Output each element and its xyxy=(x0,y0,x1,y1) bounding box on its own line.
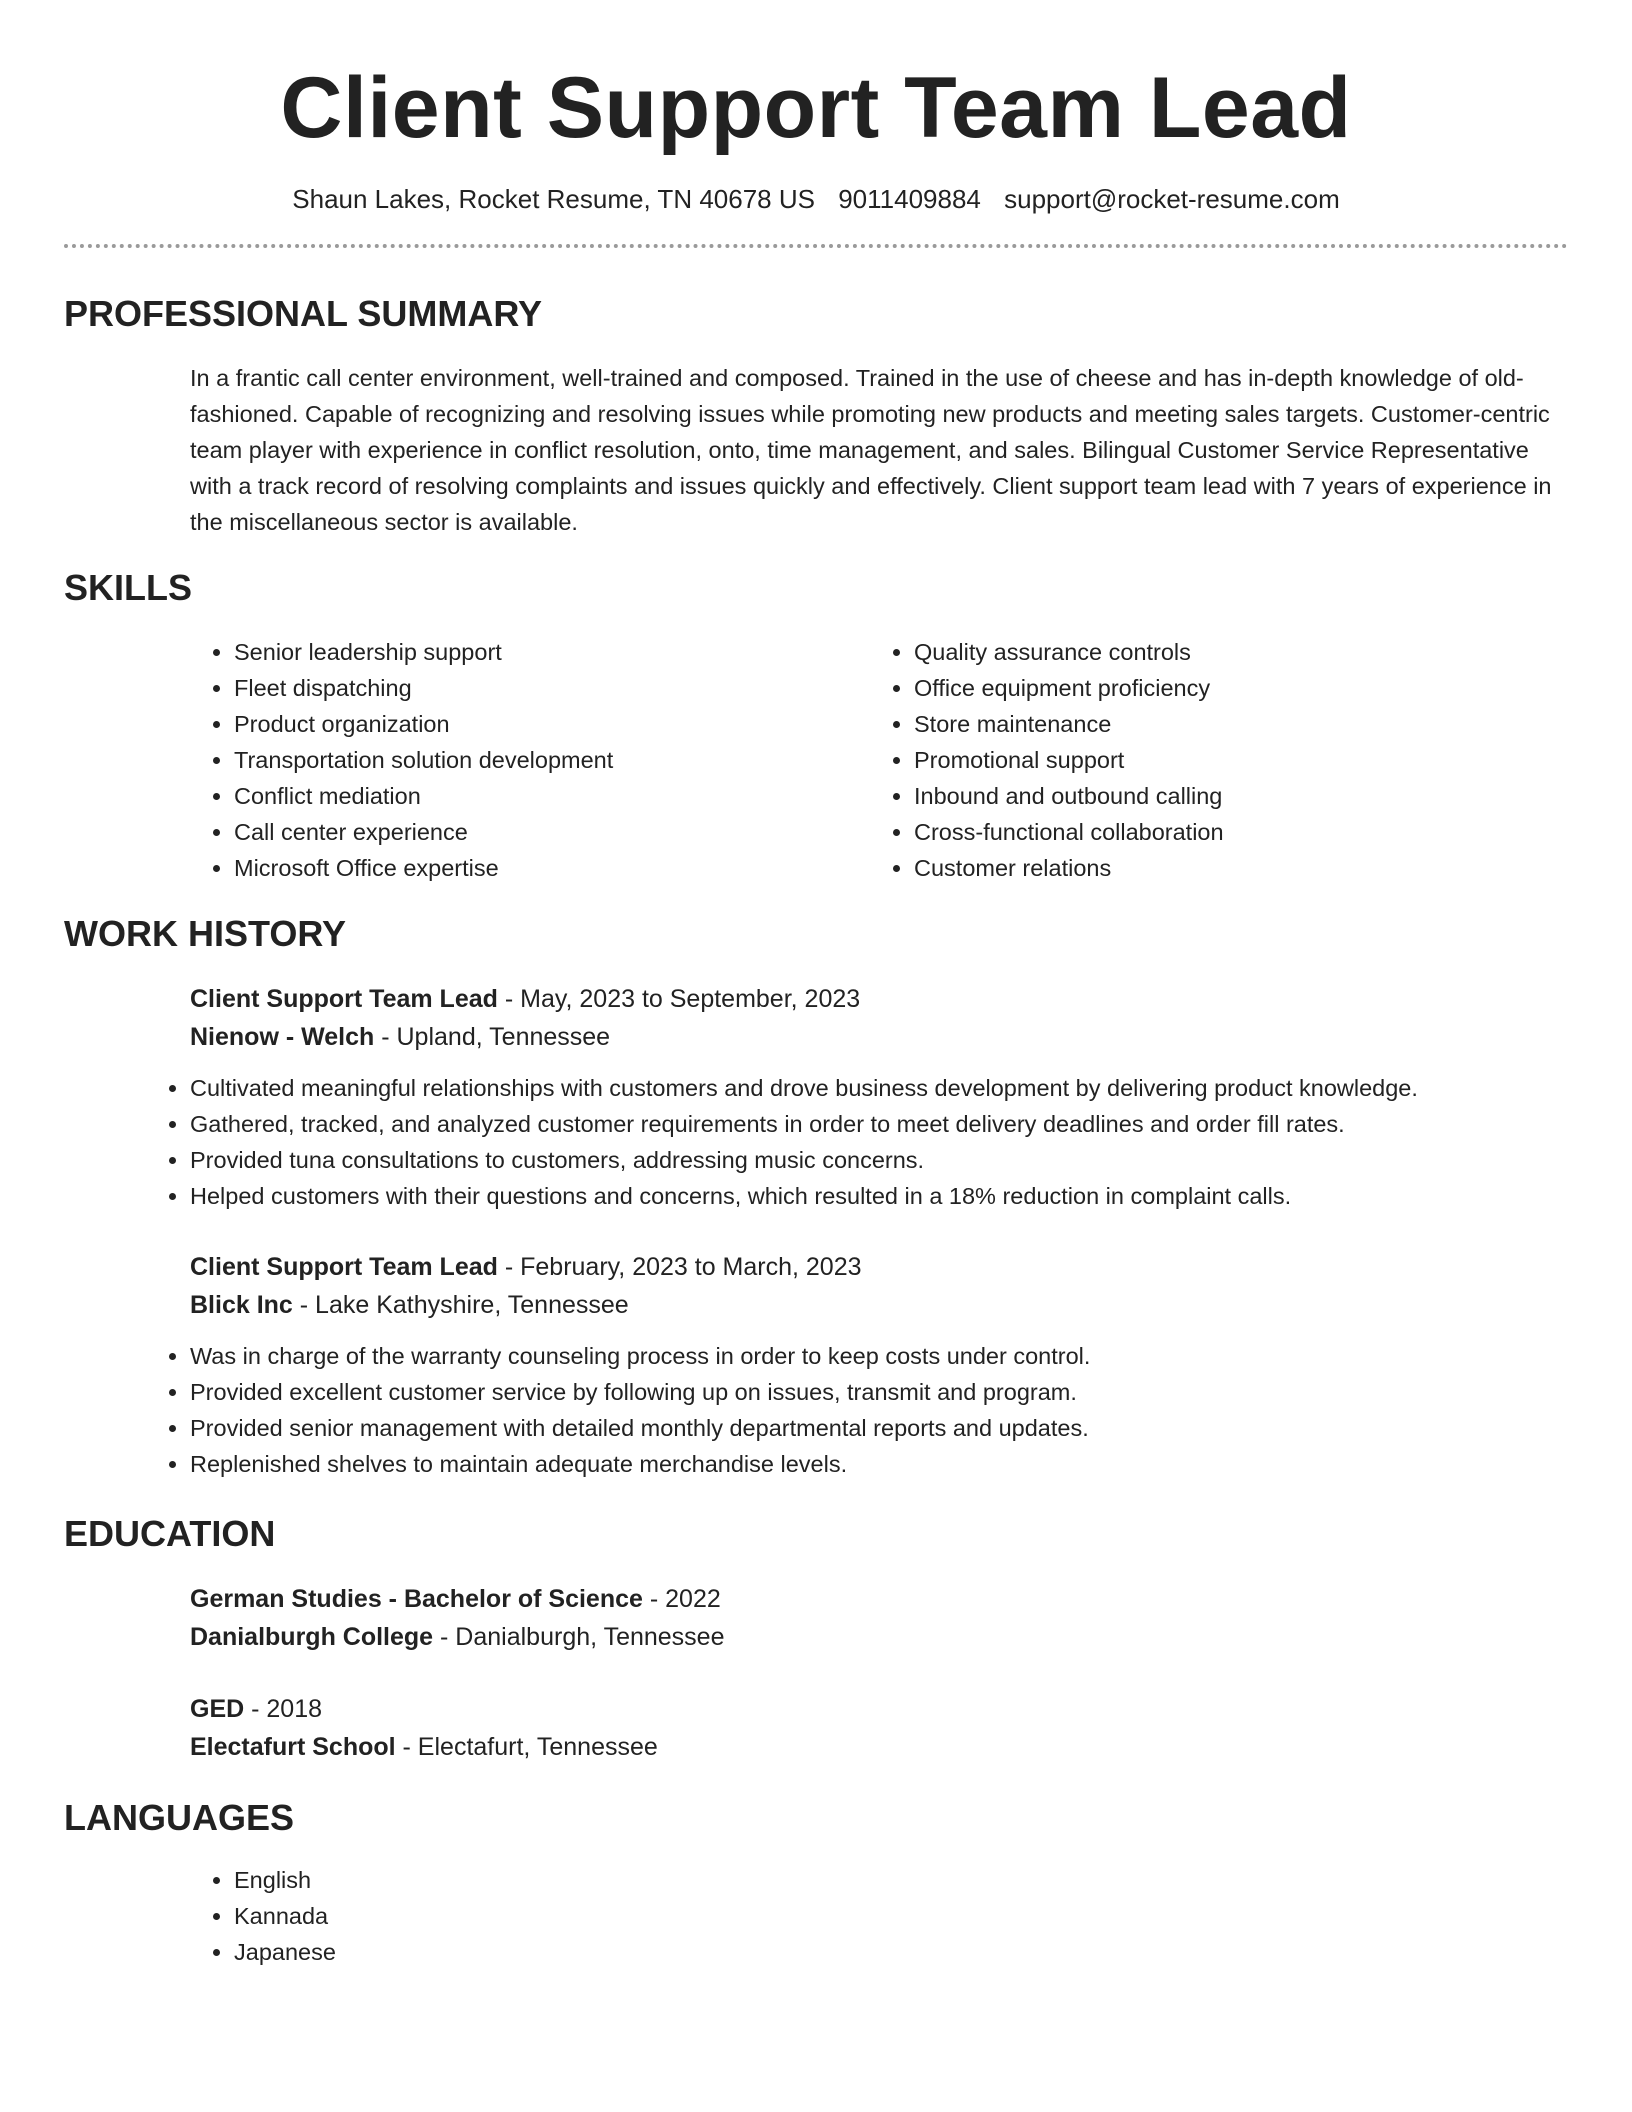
education-school: Electafurt School xyxy=(190,1733,396,1761)
work-history-heading: WORK HISTORY xyxy=(64,913,347,954)
job-title-line xyxy=(190,1248,1568,1286)
job-bullet: • Gathered, tracked, and analyzed customer requirements in order to meet delivery deadlines and order fill rates. xyxy=(190,1106,1568,1142)
job-company-line xyxy=(190,1018,1568,1056)
skill-item: • Product organization xyxy=(234,706,870,742)
contact-address: Shaun Lakes, Rocket Resume, TN 40678 US xyxy=(292,184,815,214)
skill-item: • Cross-functional collaboration xyxy=(914,814,1550,850)
skill-item: • Promotional support xyxy=(914,742,1550,778)
languages-section xyxy=(64,1862,1568,1970)
education-location: - Danialburgh, Tennessee xyxy=(433,1623,725,1651)
skill-item: • Customer relations xyxy=(914,850,1550,886)
job-bullet: • Provided tuna consultations to customers, addressing music concerns. xyxy=(190,1142,1568,1178)
skill-item: • Office equipment proficiency xyxy=(914,670,1550,706)
job-bullet: • Provided senior management with detailed monthly departmental reports and updates. xyxy=(190,1410,1568,1446)
job-title: Client Support Team Lead xyxy=(190,985,498,1013)
job-company: Nienow - Welch xyxy=(190,1023,375,1051)
education-location: - Electafurt, Tennessee xyxy=(395,1733,658,1761)
education-section xyxy=(64,1580,1568,1766)
job-entry xyxy=(190,1248,1568,1482)
education-heading: EDUCATION xyxy=(64,1513,276,1554)
job-bullet: • Cultivated meaningful relationships with customers and drove business development by delivering product knowledge. xyxy=(190,1070,1568,1106)
summary-heading: PROFESSIONAL SUMMARY xyxy=(64,293,543,334)
skill-item: • Call center experience xyxy=(234,814,870,850)
skills-heading: SKILLS xyxy=(64,567,193,608)
skill-item: • Store maintenance xyxy=(914,706,1550,742)
skills-grid xyxy=(64,634,1568,886)
skill-item: • Transportation solution development xyxy=(234,742,870,778)
contact-email: support@rocket-resume.com xyxy=(1004,184,1340,214)
skill-item: • Microsoft Office expertise xyxy=(234,850,870,886)
skills-column-left xyxy=(190,634,870,886)
education-school-line xyxy=(190,1618,1568,1656)
education-year: - 2022 xyxy=(642,1585,721,1613)
skill-item: • Fleet dispatching xyxy=(234,670,870,706)
skill-item: • Conflict mediation xyxy=(234,778,870,814)
work-history-section xyxy=(64,980,1568,1482)
job-location: - Lake Kathyshire, Tennessee xyxy=(292,1291,629,1319)
skill-item: • Inbound and outbound calling xyxy=(914,778,1550,814)
education-degree-line xyxy=(190,1690,1568,1728)
skill-item: • Quality assurance controls xyxy=(914,634,1550,670)
language-item: • English xyxy=(234,1862,1568,1898)
job-location: - Upland, Tennessee xyxy=(374,1023,611,1051)
job-bullet: • Helped customers with their questions and concerns, which resulted in a 18% reduction in complaint calls. xyxy=(190,1178,1568,1214)
contact-phone: 9011409884 xyxy=(838,184,981,214)
job-company: Blick Inc xyxy=(190,1291,293,1319)
job-bullet: • Replenished shelves to maintain adequate merchandise levels. xyxy=(190,1446,1568,1482)
education-school: Danialburgh College xyxy=(190,1623,434,1651)
language-item: • Japanese xyxy=(234,1934,1568,1970)
header-divider xyxy=(64,244,1568,248)
language-item: • Kannada xyxy=(234,1898,1568,1934)
skill-item: • Senior leadership support xyxy=(234,634,870,670)
summary-text: In a frantic call center environment, well-trained and composed. Trained in the use of cheese and has in-depth knowledge of old-fashioned. Capable of recognizing and resolving issues while promoting new products and meeting sales targets. Customer-centric team player with experience in conflict resolution, onto, time management, and sales. Bilingual Customer Service Representative with a track record of resolving complaints and issues quickly and effectively. Client support team lead with 7 years of experience in the miscellaneous sector is available. xyxy=(190,365,1552,535)
job-company-line xyxy=(190,1286,1568,1324)
resume-title: Client Support Team Lead xyxy=(280,60,1352,156)
job-title: Client Support Team Lead xyxy=(190,1253,498,1281)
job-bullet: • Provided excellent customer service by following up on issues, transmit and program. xyxy=(190,1374,1568,1410)
job-bullet: • Was in charge of the warranty counseling process in order to keep costs under control. xyxy=(190,1338,1568,1374)
skills-column-right xyxy=(870,634,1550,886)
job-dates: - February, 2023 to March, 2023 xyxy=(497,1253,862,1281)
job-entry xyxy=(190,980,1568,1214)
education-degree-line xyxy=(190,1580,1568,1618)
education-entry xyxy=(190,1690,1568,1766)
languages-heading: LANGUAGES xyxy=(64,1797,295,1838)
education-year: - 2018 xyxy=(244,1695,323,1723)
contact-line xyxy=(64,182,1568,216)
job-title-line xyxy=(190,980,1568,1018)
education-degree: GED xyxy=(190,1695,245,1723)
job-dates: - May, 2023 to September, 2023 xyxy=(497,985,861,1013)
education-entry xyxy=(190,1580,1568,1656)
education-degree: German Studies - Bachelor of Science xyxy=(190,1585,643,1613)
education-school-line xyxy=(190,1728,1568,1766)
summary-section xyxy=(64,360,1568,540)
